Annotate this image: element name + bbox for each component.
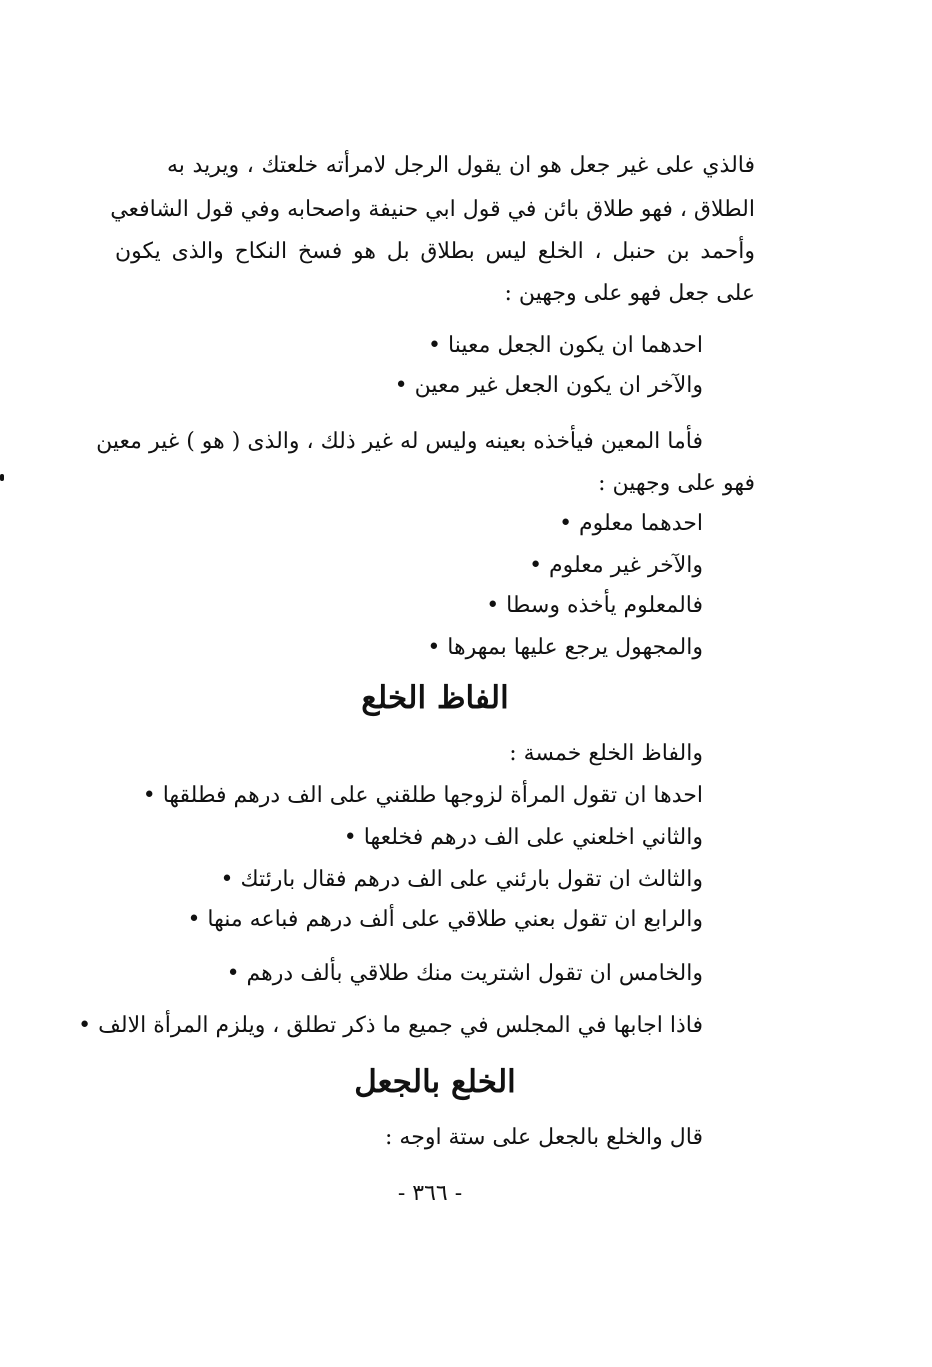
text-line: والرابع ان تقول بعني طلاقي على ألف درهم فباعه منها • bbox=[187, 907, 703, 932]
text-line: احدهما ان يكون الجعل معينا • bbox=[428, 333, 703, 358]
text-line: والخامس ان تقول اشتريت منك طلاقي بألف درهم • bbox=[226, 961, 703, 986]
text-line: فهو على وجهين : bbox=[598, 471, 755, 496]
text-line: وأحمد بن حنبل ، الخلع ليس بطلاق بل هو فسخ النكاح والذى يكون bbox=[115, 239, 755, 264]
text-line: الطلاق ، فهو طلاق بائن في قول ابي حنيفة واصحابه وفي قول الشافعي bbox=[110, 197, 755, 222]
text-line: والآخر غير معلوم • bbox=[529, 553, 703, 578]
text-line: والفاظ الخلع خمسة : bbox=[509, 741, 703, 766]
text-line: احدها ان تقول المرأة لزوجها طلقني على الف درهم فطلقها • bbox=[142, 783, 703, 808]
text-line: على جعل فهو على وجهين : bbox=[504, 281, 755, 306]
section-heading: الخلع بالجعل bbox=[354, 1064, 516, 1100]
text-line: فاذا اجابها في المجلس في جميع ما ذكر تطلق ، ويلزم المرأة الالف • bbox=[78, 1013, 703, 1038]
page-number: - ٣٦٦ - bbox=[397, 1181, 463, 1206]
text-line: والآخر ان يكون الجعل غير معين • bbox=[394, 373, 703, 398]
text-line: فالمعلوم يأخذه وسطا • bbox=[486, 593, 703, 618]
text-line-content: فالذي على غير جعل هو ان يقول الرجل لامرأته خلعتك ، ويريد به bbox=[167, 153, 755, 178]
text-line: والمجهول يرجع عليها بمهرها • bbox=[427, 635, 703, 660]
text-line bbox=[115, 146, 755, 186]
scan-mark bbox=[0, 474, 4, 481]
section-heading: الفاظ الخلع bbox=[361, 680, 509, 716]
text-line: احدهما معلوم • bbox=[559, 511, 703, 536]
text-line: فأما المعين فيأخذه بعينه وليس له غير ذلك ، والذى ( هو ) غير معين bbox=[96, 429, 703, 454]
text-line: قال والخلع بالجعل على ستة اوجه : bbox=[385, 1125, 703, 1150]
text-line: والثاني اخلعني على الف درهم فخلعها • bbox=[343, 825, 703, 850]
text-line: والثالث ان تقول بارئني على الف درهم فقال بارئتك • bbox=[220, 867, 703, 892]
